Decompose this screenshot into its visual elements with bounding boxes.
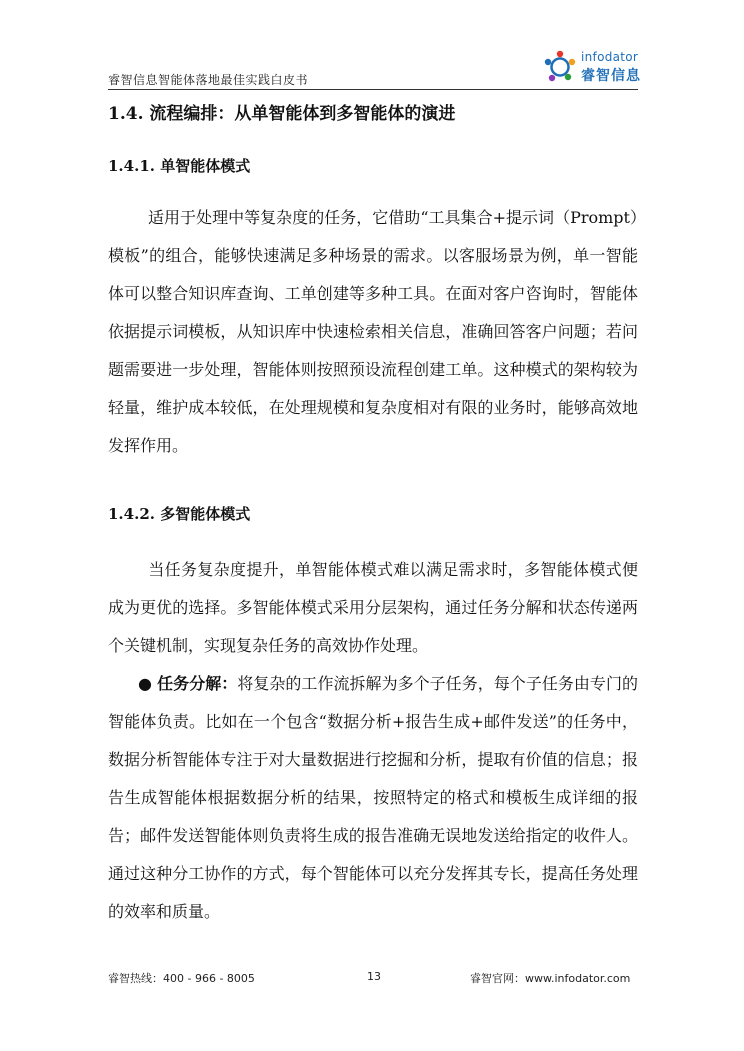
section-heading: 1.4. 流程编排：从单智能体到多智能体的演进 [108,104,456,124]
bullet-text: 将复杂的工作流拆解为多个子任务，每个子任务由专门的智能体负责。比如在一个包含“数据分析+报告生成+邮件发送”的任务中，数据分析智能体专注于对大量数据进行挖掘和分析，提取有价值的信息；报告生成智能体根据数据分析的结果，按照特定的格式和模板生成详细的报告；邮件发送智能体则负责将生成的报告准确无误地发送给指定的收件人。通过这种分工协作的方式，每个智能体可以充分发挥其专长，提高任务处理的效率和质量。 [108,674,638,921]
footer-page-number: 13 [367,970,381,983]
logo-wordmark: infodator [581,50,639,64]
bullet-term: 任务分解： [157,674,238,693]
bullet-marker: ● [138,674,153,693]
bullet-task-decomposition [108,665,638,931]
subsection-heading-single-agent: 1.4.1. 单智能体模式 [108,157,251,175]
paragraph-single-agent [108,199,638,465]
logo-chinese-name: 睿智信息 [581,68,641,84]
infodator-logo-icon [543,50,577,84]
company-logo [543,48,641,86]
paragraph-multi-agent [108,551,638,665]
paragraph-single-agent-text: 适用于处理中等复杂度的任务，它借助“工具集合+提示词（Prompt）模板”的组合，能够快速满足多种场景的需求。以客服场景为例，单一智能体可以整合知识库查询、工单创建等多种工具。在面对客户咨询时，智能体依据提示词模板，从知识库中快速检索相关信息，准确回答客户问题；若问题需要进一步处理，智能体则按照预设流程创建工单。这种模式的架构较为轻量，维护成本较低，在处理规模和复杂度相对有限的业务时，能够高效地发挥作用。 [108,208,638,455]
paragraph-multi-agent-text: 当任务复杂度提升，单智能体模式难以满足需求时，多智能体模式便成为更优的选择。多智能体模式采用分层架构，通过任务分解和状态传递两个关键机制，实现复杂任务的高效协作处理。 [108,560,638,655]
document-title: 睿智信息智能体落地最佳实践白皮书 [108,73,309,87]
footer-hotline: 睿智热线：400 - 966 - 8005 [108,972,255,985]
header-divider [108,89,638,90]
footer-website: 睿智官网：www.infodator.com [470,972,631,985]
subsection-heading-multi-agent: 1.4.2. 多智能体模式 [108,505,251,523]
